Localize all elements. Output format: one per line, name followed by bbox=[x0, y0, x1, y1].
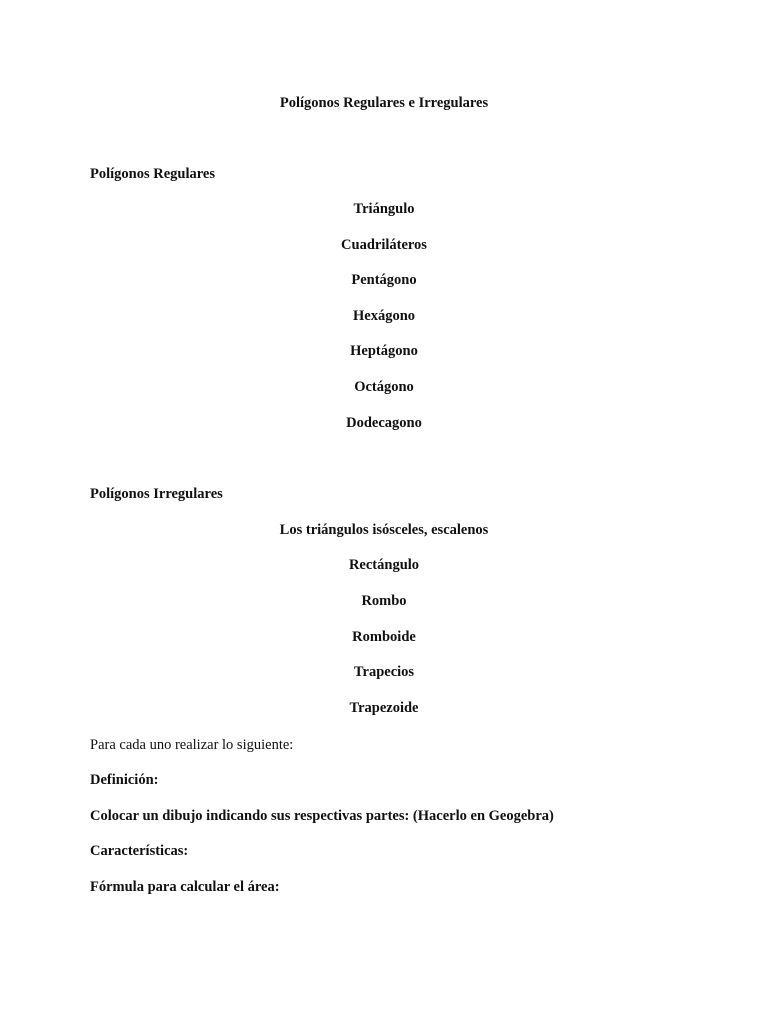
irregular-item: Rectángulo bbox=[348, 557, 420, 573]
instruction-definition: Definición: bbox=[90, 772, 159, 788]
regular-item: Dodecagono bbox=[346, 415, 422, 431]
instruction-formula: Fórmula para calcular el área: bbox=[90, 879, 280, 895]
regular-item: Triángulo bbox=[353, 201, 415, 217]
document-title: Polígonos Regulares e Irregulares bbox=[279, 95, 489, 111]
irregular-item: Trapecios bbox=[353, 664, 415, 680]
regular-polygons-heading: Polígonos Regulares bbox=[90, 166, 215, 182]
irregular-item: Rombo bbox=[361, 593, 407, 609]
irregular-item: Trapezoide bbox=[349, 700, 419, 716]
irregular-item: Romboide bbox=[352, 629, 416, 645]
regular-item: Octágono bbox=[354, 379, 414, 395]
irregular-polygons-heading: Polígonos Irregulares bbox=[90, 486, 223, 502]
regular-item: Cuadriláteros bbox=[341, 237, 427, 253]
regular-item: Heptágono bbox=[350, 343, 418, 359]
instruction-drawing: Colocar un dibujo indicando sus respectivas partes: (Hacerlo en Geogebra) bbox=[90, 808, 554, 824]
instruction-characteristics: Características: bbox=[90, 843, 189, 859]
irregular-item: Los triángulos isósceles, escalenos bbox=[279, 522, 489, 538]
regular-item: Hexágono bbox=[352, 308, 416, 324]
regular-item: Pentágono bbox=[351, 272, 417, 288]
instructions-intro: Para cada uno realizar lo siguiente: bbox=[90, 737, 294, 753]
